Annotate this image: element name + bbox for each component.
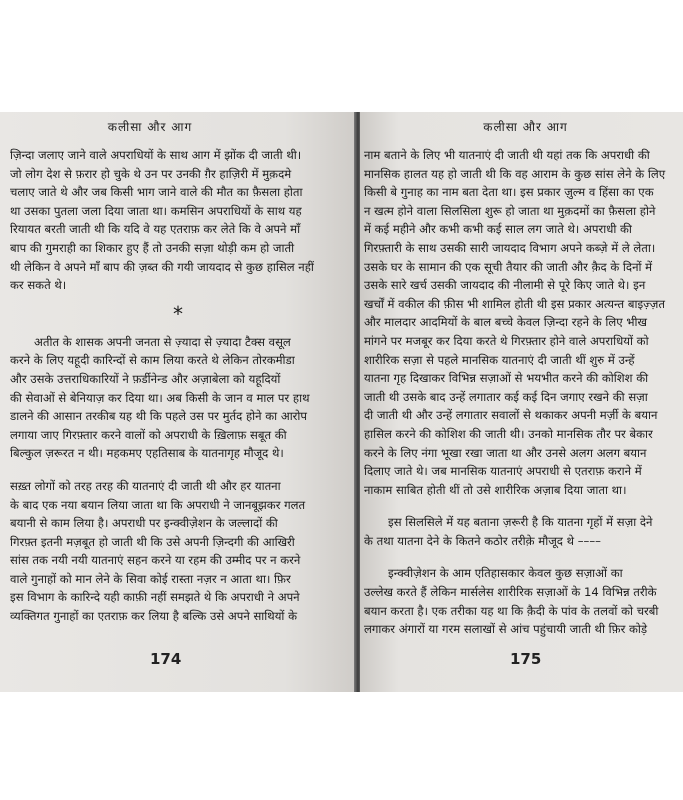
text-line: गिरफ़्तारी के साथ उसकी सारी जायदाद विभाग अपने कब्ज़े में ले लेता। [364, 240, 656, 255]
text-line: किसी बे गुनाह का नाम बता देता था। इस प्रकार ज़ुल्म व हिंसा का एक [364, 185, 654, 200]
text-line: की सेवाओं से बेनियाज़ कर दिया था। अब किसी के जान व माल पर हाथ [10, 390, 310, 405]
text-line: मांगने पर मजबूर कर दिया करते थे गिरफ़्तार होने वाले अपराधियों को [364, 333, 649, 348]
text-line: ज़िन्दा जलाए जाने वाले अपराधियों के साथ आग में झोंक दी जाती थी। [10, 148, 302, 162]
paragraph-gap [10, 463, 346, 477]
text-line: सांस तक नयी नयी यातनाएं सहन करने या रहम की उम्मीद पर न करने [10, 553, 301, 568]
text-line: न खत्म होने वाला सिलसिला शुरू हो जाता था मुक़दमों का फ़ैसला होने [364, 203, 656, 218]
text-line: के तथा यातना देने के कितने कठोर तरीक़े मौजूद थे –––– [364, 533, 601, 548]
text-line: सख़्त लोगों को तरह तरह की यातनाएं दी जाती थी और हर यातना [10, 478, 281, 493]
text-line: दिलाए जाते थे। जब मानसिक यातनाएं अपराधी से एतराफ़ कराने में [364, 464, 642, 479]
text-line: अतीत के शासक अपनी जनता से ज़्यादा से ज़्यादा टैक्स वसूल [34, 334, 291, 349]
text-line: कर सकते थे। [10, 278, 67, 293]
text-line: उल्लेख करते हैं लेकिन मार्सलेस शारीरिक सज़ाओं के 14 विभिन्न तरीके [364, 585, 657, 600]
text-line: बाप की गुमराही का शिकार हुए हैं तो उनकी सज़ा थोड़ी कम हो जाती [10, 240, 295, 255]
text-line: बयान करता है। एक तरीका यह था कि क़ैदी के पांव के तलवों को चरबी [364, 603, 659, 618]
text-line: उसके घर के सामान की एक सूची तैयार की जाती और क़ैद के दिनों में [364, 259, 653, 274]
text-line: करने के लिए यहूदी कारिन्दों से काम लिया करते थे लेकिन तोरकमीडा [10, 353, 295, 368]
text-line: दी जाती थी और उन्हें लगातार सवालों से थकाकर अपनी मर्ज़ी के बयान [364, 408, 658, 423]
book-spread [0, 112, 683, 692]
text-line: चलाए जाते थे और जब किसी भाग जाने वाले की मौत का फ़ैसला होता [10, 185, 303, 200]
text-line: करने के लिए नंगा भूखा रखा जाता था और उनसे अलग अलग बयान [364, 445, 647, 460]
text-line: नाम बताने के लिए भी यातनाएं दी जाती थी यहां तक कि अपराधी की [364, 148, 650, 162]
running-header: कलीसा और आग [483, 120, 568, 134]
page-number: 175 [510, 650, 542, 668]
page-body [10, 146, 346, 626]
text-line: बिल्कुल ज़रूरत न थी। महकमए एहतिसाब के यातनागृह मौजूद थे। [10, 446, 284, 461]
text-line: इन्क्वीज़ेशन के आम एतिहासकार केवल कुछ सज़ाओं का [388, 566, 623, 581]
paragraph [364, 513, 680, 550]
text-line: जो लोग देश से फ़रार हो चुके थे उन पर उनकी ग़ैर हाज़िरी में मुक़दमे [10, 166, 292, 181]
text-line: बयानी से काम लिया है। अपराधी पर इन्क्वीज़ेशन के जल्लादों की [10, 516, 278, 531]
text-line: लगाया जाए गिरफ़्तार करने वालों को अपराधी के ख़िलाफ़ सबूत की [10, 427, 287, 442]
text-line: इस सिलसिले में यह बताना ज़रूरी है कि यातना गृहों में सज़ा देने [388, 515, 653, 530]
text-line: यातना गृह दिखाकर विभिन्न सज़ाओं से भयभीत करने की कोशिश की [364, 371, 649, 386]
text-line: वाले गुनाहों को मान लेने के सिवा कोई रास्ता नज़र न आता था। फ़िर [10, 571, 291, 586]
text-line: थी लेकिन वे अपने माँ बाप की ज़ब्त की गयी जायदाद से कुछ हासिल नहीं [10, 259, 314, 274]
section-separator: * [173, 301, 183, 326]
paragraph [10, 477, 346, 626]
text-line: हासिल करने की कोशिश की जाती थी। उनको मानसिक तौर पर बेकार [364, 426, 653, 441]
text-line: रियायत बरती जाती थी कि यदि वे यह एतराफ़ कर लेते कि वे अपने माँ [10, 222, 301, 237]
text-line: खर्चों में वकील की फ़ीस भी शामिल होती थी इस प्रकार अत्यन्त बाइज़्ज़त [364, 296, 665, 311]
text-line: जाती थी उसके बाद उन्हें लगातार कई कई दिन जगाए रखने की सज़ा [364, 389, 648, 404]
text-line: शारीरिक सज़ा से पहले मानसिक यातनाएं दी जाती थीं शुरु में उन्हें [364, 352, 635, 367]
left-page [0, 112, 356, 692]
paragraph-gap [364, 499, 680, 513]
paragraph [364, 564, 680, 638]
text-line: और उसके उत्तराधिकारियों ने फ़र्डीनेन्ड और अज़ाबेला को यहूदियों [10, 371, 281, 386]
text-line: व्यक्तिगत गुनाहों का एतराफ़ कर लिया है बल्कि उसे अपने साथियों के [10, 609, 298, 624]
text-line: मानसिक हालत यह हो जाती थी कि वह आराम के कुछ सांस लेने के लिए [364, 166, 666, 181]
paragraph-gap [364, 550, 680, 564]
page-body [364, 146, 680, 639]
text-line: और मालदार आदमियों के बाल बच्चे केवल ज़िन्दा रहने के लिए भीख [364, 315, 647, 330]
paragraph [364, 146, 680, 499]
paragraph [10, 146, 346, 295]
text-line: में कई महीने और कभी कभी कई साल लग जाते थे। अपराधी की [364, 222, 632, 237]
page-number: 174 [150, 650, 182, 668]
text-line: नाकाम साबित होती थीं तो उसे शारीरिक अज़ाब दिया जाता था। [364, 482, 627, 497]
text-line: इस विभाग के कारिन्दे यही काफ़ी नहीं समझते थे कि अपराधी ने अपने [10, 590, 300, 605]
text-line: था उसका पुतला जला दिया जाता था। कमसिन अपराधियों के साथ यह [10, 203, 302, 218]
text-line: के बाद एक नया बयान लिया जाता था कि अपराधी ने जानबूझकर गलत [10, 497, 306, 512]
paragraph [10, 333, 346, 463]
text-line: डालने की आसान तरकीब यह थी कि पहले उस पर मुर्तद होने का आरोप [10, 409, 308, 424]
text-line: उसके सारे खर्च उसकी जायदाद की नीलामी से पूरे किए जाते थे। इन [364, 278, 646, 293]
text-line: लगाकर अंगारों या गरम सलाखों से आंच पहुंचायी जाती थी फ़िर कोड़े [364, 622, 648, 637]
right-page [360, 112, 683, 692]
running-header: कलीसा और आग [107, 120, 193, 134]
text-line: गिरफ़्त इतनी मज़बूत हो जाती थी कि उसे अपनी ज़िन्दगी की आखिरी [10, 534, 295, 549]
